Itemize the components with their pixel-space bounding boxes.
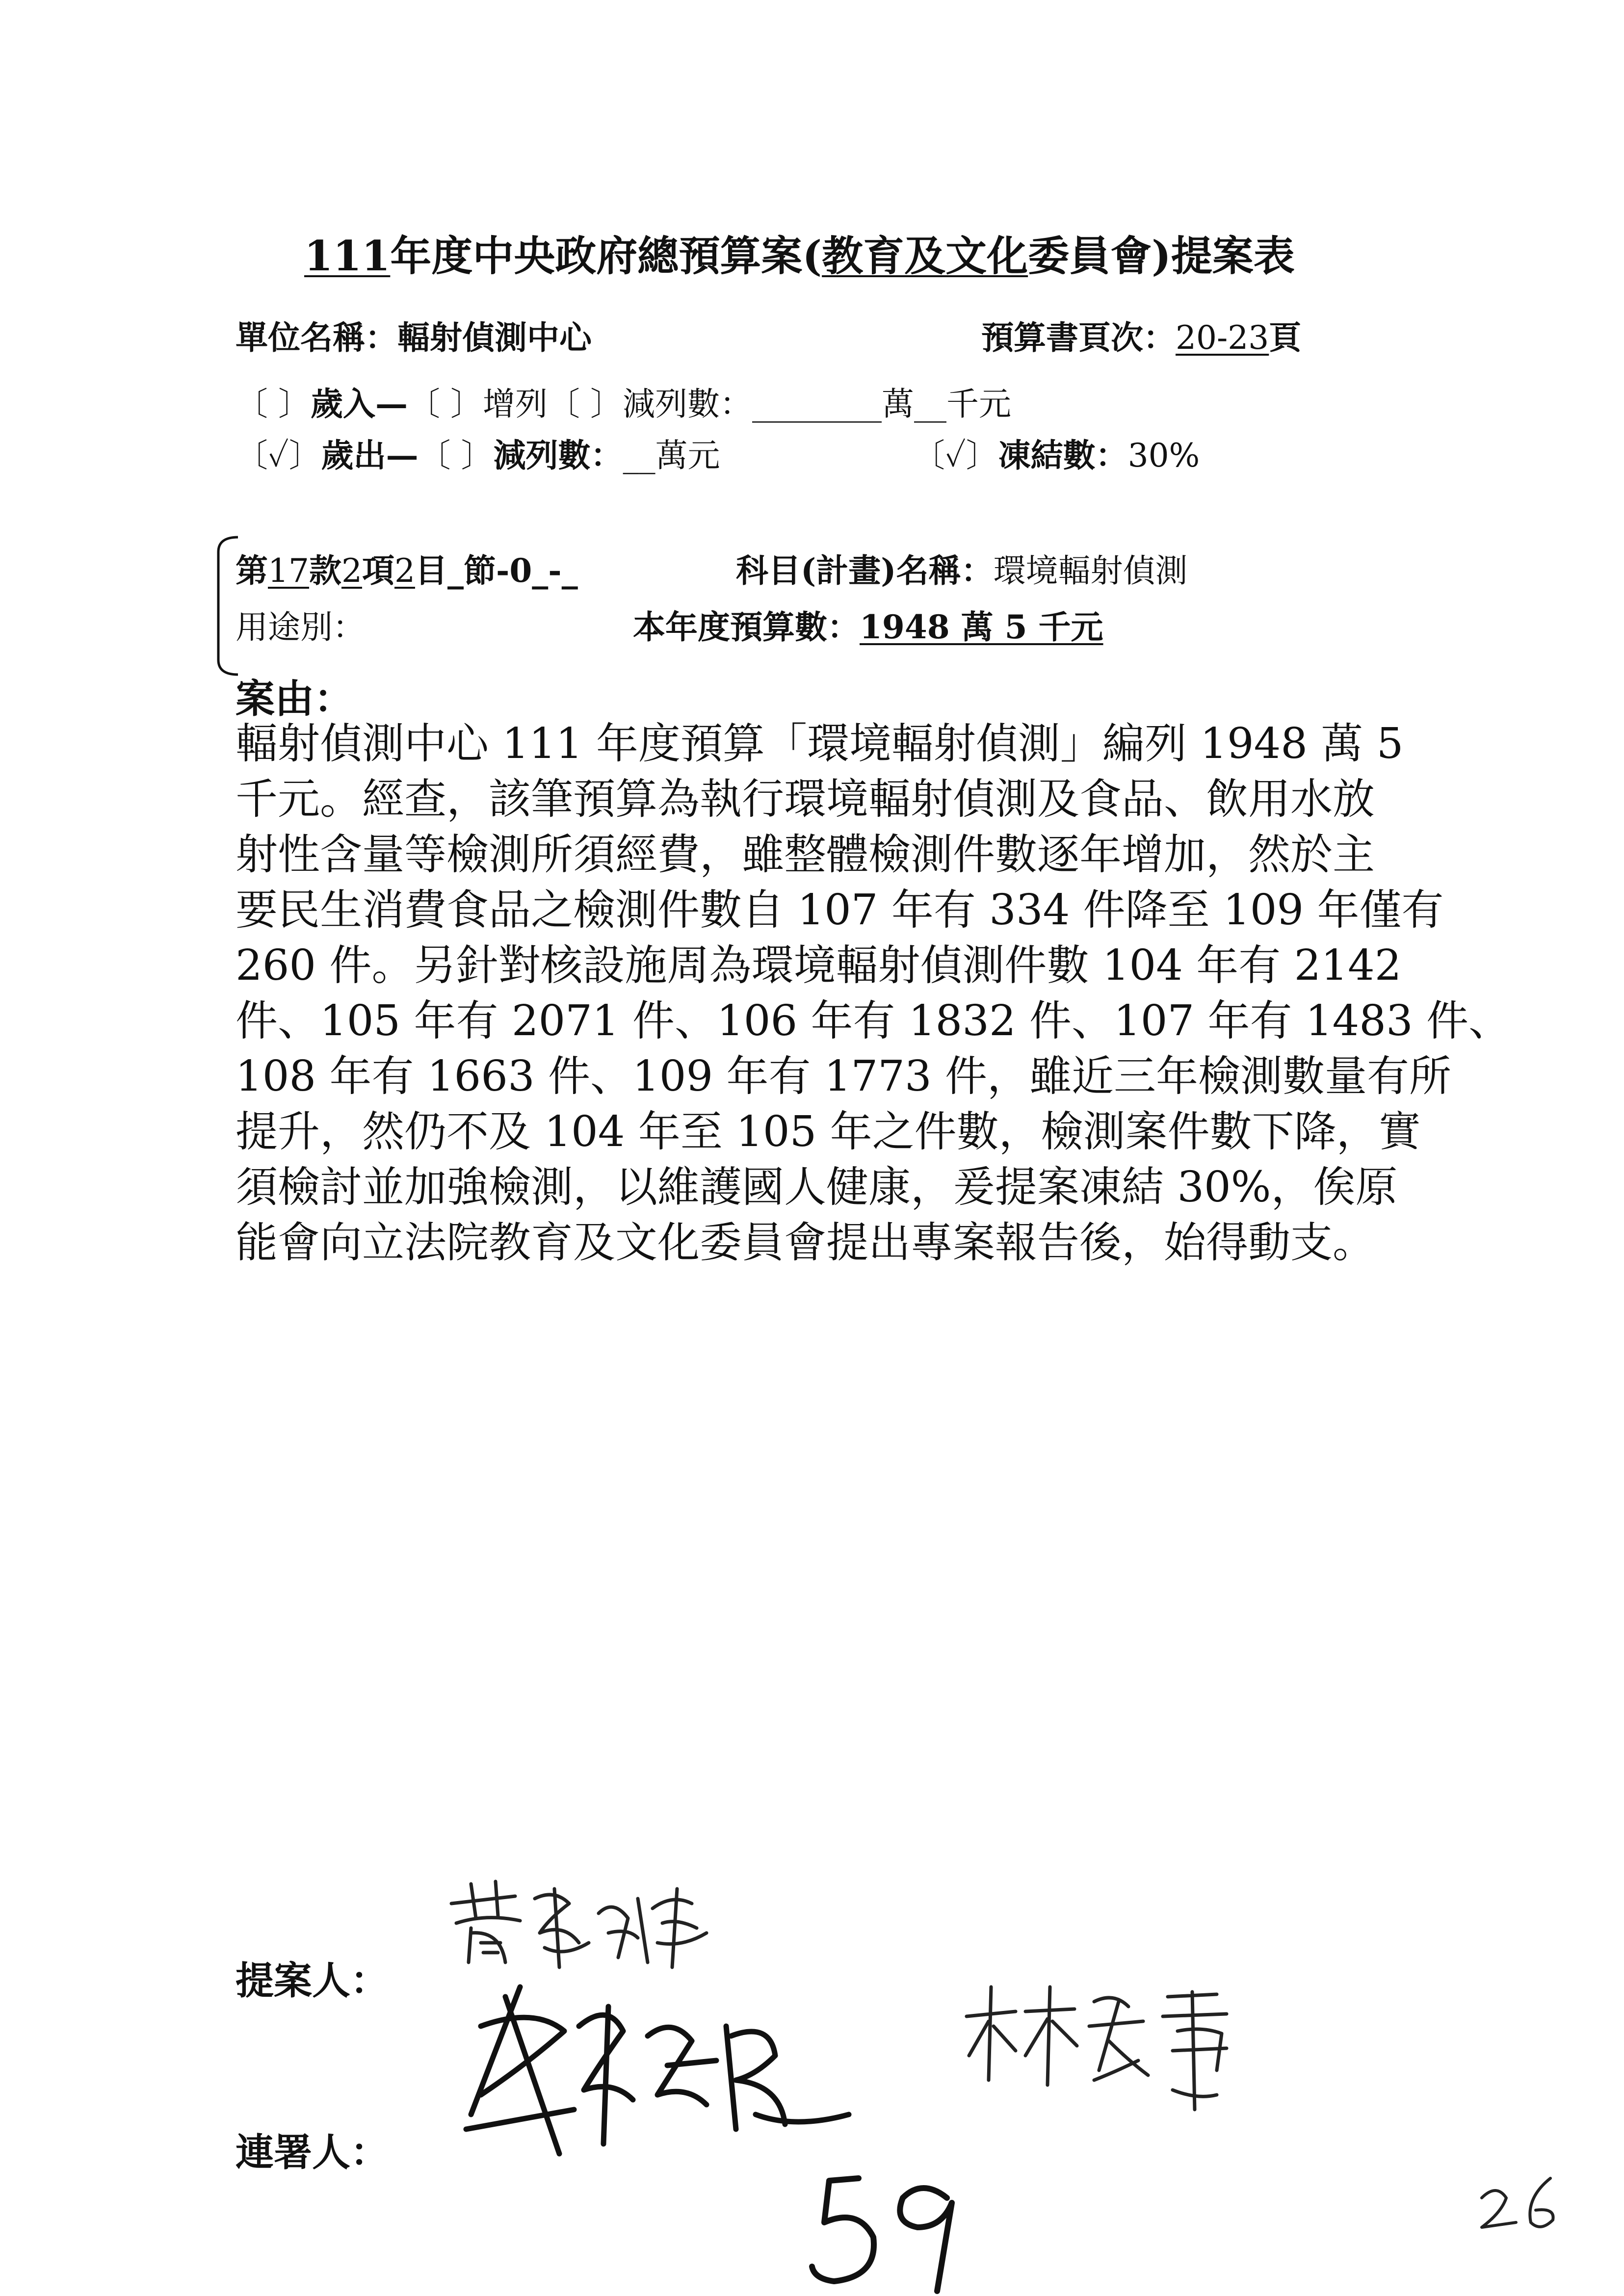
revenue-blank-1: ________ [752,385,882,423]
page-title [304,223,1295,283]
cosigner-signature-2 [962,1972,1266,2119]
jie-label: 節-0_-_ [463,551,578,590]
freeze-check-box: 〔✓〕 [913,437,998,474]
reason-line-2: 千元。經查，該筆預算為執行環境輻射偵測及食品、飲用水放 [236,775,1375,824]
unit-value: 輻射偵測中心 [397,318,592,357]
page-mark-26 [1472,2168,1570,2237]
reason-line-6: 件、105 年有 2071 件、106 年有 1832 件、107 年有 1483 件、 [236,996,1511,1045]
budget-page-suffix: 頁 [1269,318,1302,357]
reason-line-1: 輻射偵測中心 111 年度預算「環境輻射偵測」編列 1948 萬 5 [236,719,1404,768]
reason-body [236,716,1511,1271]
usage-label: 用途別： [236,608,365,646]
current-budget-label: 本年度預算數： [633,608,860,646]
reason-line-7: 108 年有 1663 件、109 年有 1773 件，雖近三年檢測數量有所 [236,1052,1452,1101]
reason-line-4: 要民生消費食品之檢測件數自 107 年有 334 件降至 109 年僅有 [236,886,1444,935]
xiang-label: 項 [362,551,394,590]
title-part1: 年度中央政府總預算案( [390,232,822,280]
revenue-decrease-box: 〔 〕減列數： [547,385,752,423]
current-budget-value: 1948 萬 5 千元 [860,608,1103,646]
jie-blank: _ [447,551,464,590]
subject-value: 環境輻射偵測 [993,552,1188,590]
revenue-box: 〔 〕 [236,385,311,423]
proposer-label: 提案人： [236,1958,389,2003]
cosigner-label: 連署人： [236,2130,389,2175]
reason-line-10: 能會向立法院教育及文化委員會提出專案報告後，始得動支。 [236,1218,1375,1267]
kuan-prefix: 第 [236,551,268,590]
revenue-unit-2: 千元 [946,385,1011,423]
current-budget-row [633,601,1103,648]
title-part2: 委員會)提案表 [1028,232,1295,280]
revenue-line [236,378,1011,424]
revenue-blank-2: __ [914,385,946,423]
account-row [236,545,578,591]
title-committee: 教育及文化 [822,232,1028,280]
kuan-value: 17 [268,552,309,590]
cosigner-signature-1 [461,1967,854,2183]
reason-line-8: 提升，然仍不及 104 年至 105 年之件數，檢測案件數下降，實 [236,1107,1421,1156]
reason-line-5: 260 件。另針對核設施周為環境輻射偵測件數 104 年有 2142 [236,941,1402,990]
expense-unit: 萬元 [655,437,720,474]
budget-page-value: 20-23 [1176,319,1269,357]
freeze-group [913,429,1200,476]
budget-page-label: 預算書頁次： [981,318,1176,357]
unit-label: 單位名稱： [236,318,397,357]
expense-check-box: 〔✓〕 [236,437,321,474]
expense-blank: __ [623,437,655,474]
expense-label: 歲出— [321,436,419,474]
reason-line-9: 須檢討並加強檢測，以維護國人健康，爰提案凍結 30%，俟原 [236,1163,1398,1212]
handwritten-number-59 [805,2168,981,2296]
unit-row [236,312,592,358]
subject-row [736,545,1187,591]
revenue-label: 歲入— [310,385,408,423]
xiang-value: 2 [341,552,362,590]
freeze-label: 凍結數： [998,436,1128,474]
expense-decrease-label: 減列數： [493,436,623,474]
mu-label: 目 [415,551,447,590]
reason-line-3: 射性含量等檢測所須經費，雖整體檢測件數逐年增加，然於主 [236,830,1375,879]
revenue-unit-1: 萬 [881,385,914,423]
usage-row [236,601,365,648]
freeze-value: 30% [1127,437,1200,474]
expense-decrease-box: 〔 〕 [418,437,494,474]
mu-value: 2 [394,552,415,590]
reason-label: 案由： [236,676,353,722]
budget-page-row [981,312,1301,358]
kuan-label: 款 [309,551,341,590]
expense-line [236,429,720,476]
revenue-increase-box: 〔 〕增列 [407,385,548,423]
proposer-signature [442,1869,716,1977]
title-year: 111 [304,232,391,280]
subject-label: 科目(計畫)名稱： [736,551,994,590]
